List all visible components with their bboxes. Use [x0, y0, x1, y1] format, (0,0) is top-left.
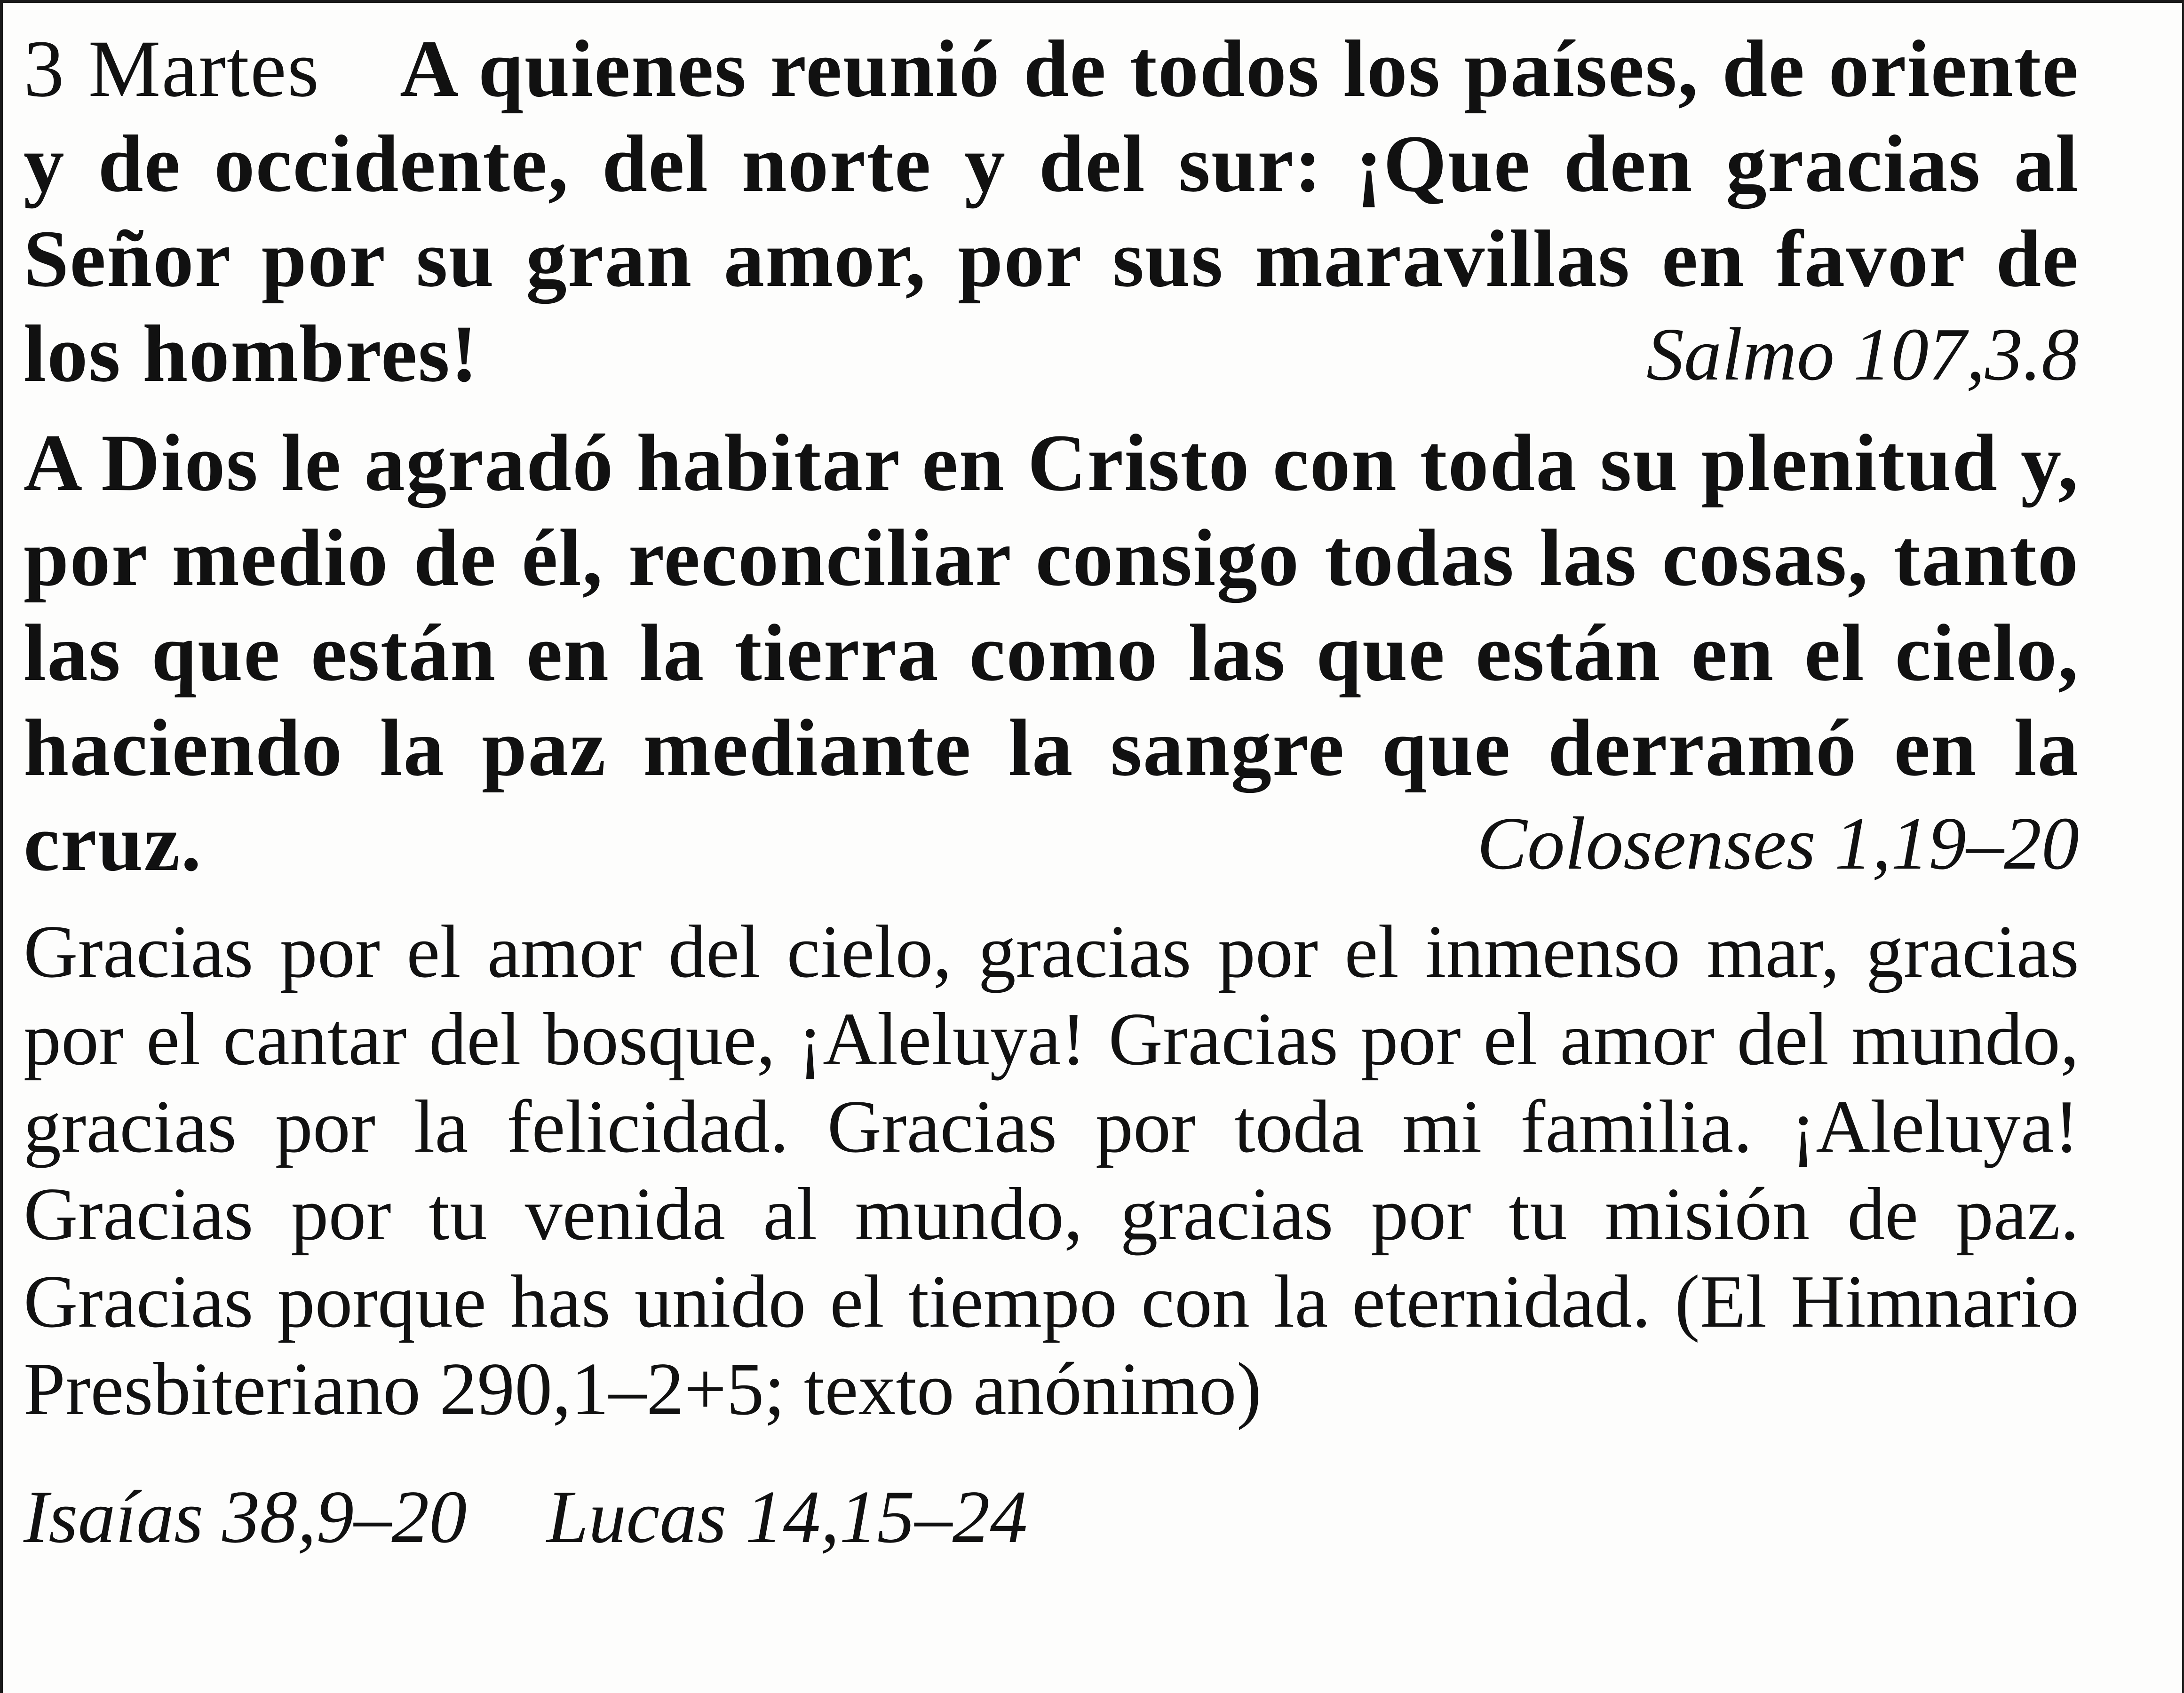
reading-new-testament: Lucas 14,15–24: [547, 1475, 1028, 1559]
verse-2-text: A Dios le agradó habitar en Cristo con toda su plenitud y, por medio de él, reconciliar consigo todas las cosas, tanto las que están en la tierra como las que están en el cielo, haciendo la paz mediante la sangre que derramó en la cruz.: [24, 418, 2079, 888]
devotional-content: [24, 22, 2079, 1560]
verse-1: [24, 22, 2079, 402]
prayer-text: Gracias por el amor del cielo, gracias por el inmenso mar, gracias por el cantar del bosque, ¡Aleluya! Gracias por el amor del mundo, gracias por la felicidad. Gracias por toda mi familia. ¡Aleluya! Gracias por tu venida al mundo, gracias por tu misión de paz. Gracias porque has unido el tiempo con la eternidad. (El Himnario Presbiteriano 290,1–2+5; texto anónimo): [24, 910, 2079, 1431]
verse-1-reference: Salmo 107,3.8: [1646, 312, 2079, 396]
daily-readings: [24, 1473, 2079, 1560]
verse-2-reference: Colosenses 1,19–20: [1477, 801, 2079, 885]
verse-1-text: A quienes reunió de todos los países, de oriente y de occidente, del norte y del sur: ¡Que den gracias al Señor por su gran amor, por sus maravillas en favor de los hombres!: [24, 24, 2079, 399]
reading-old-testament: Isaías 38,9–20: [24, 1475, 467, 1559]
day-label: 3 Martes: [24, 24, 320, 114]
verse-2: [24, 416, 2079, 891]
